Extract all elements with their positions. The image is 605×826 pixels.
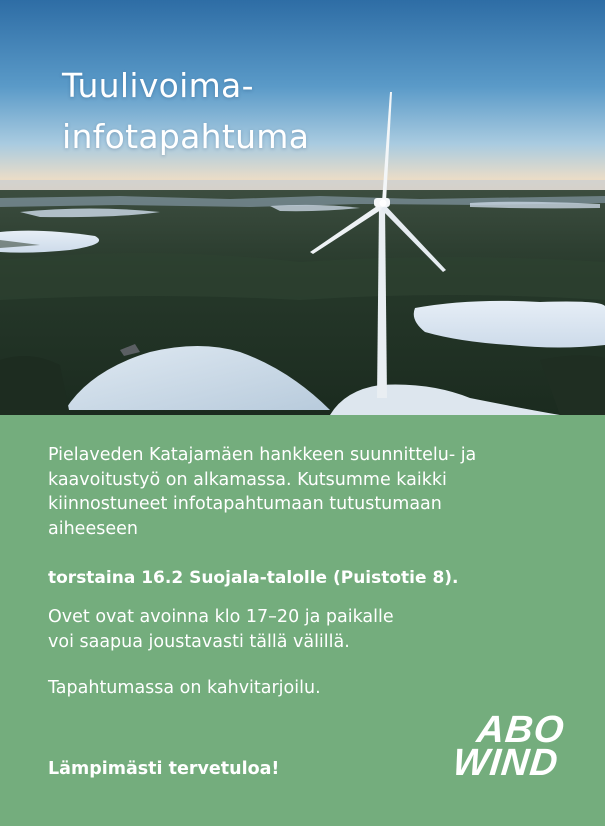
welcome-text: Lämpimästi tervetuloa!	[48, 759, 280, 779]
intro-line: kiinnostuneet infotapahtumaan tutustumaan	[48, 494, 442, 514]
intro-line: kaavoitustyö on alkamassa. Kutsumme kaikki	[48, 469, 447, 490]
intro-paragraph	[48, 443, 568, 541]
headline	[62, 60, 309, 162]
opening-hours-line: voi saapua joustavasti tällä välillä.	[48, 631, 350, 652]
event-date: torstaina 16.2 Suojala-talolle (Puistotie 8).	[48, 568, 459, 588]
logo-line-2: WIND	[450, 742, 561, 784]
intro-line: aiheeseen	[48, 518, 138, 539]
headline-line-2: infotapahtuma	[62, 117, 310, 156]
intro-line: Pielaveden Katajamäen hankkeen suunnittelu- ja	[48, 445, 477, 465]
headline-line-1: Tuulivoima-	[62, 66, 254, 105]
info-panel	[0, 415, 605, 826]
opening-hours-line: Ovet ovat avoinna klo 17–20 ja paikalle	[48, 607, 394, 627]
abo-wind-logo	[428, 709, 568, 784]
logo-line-1: ABO	[474, 709, 567, 751]
opening-hours	[48, 605, 394, 654]
coffee-note: Tapahtumassa on kahvitarjoilu.	[48, 678, 321, 698]
